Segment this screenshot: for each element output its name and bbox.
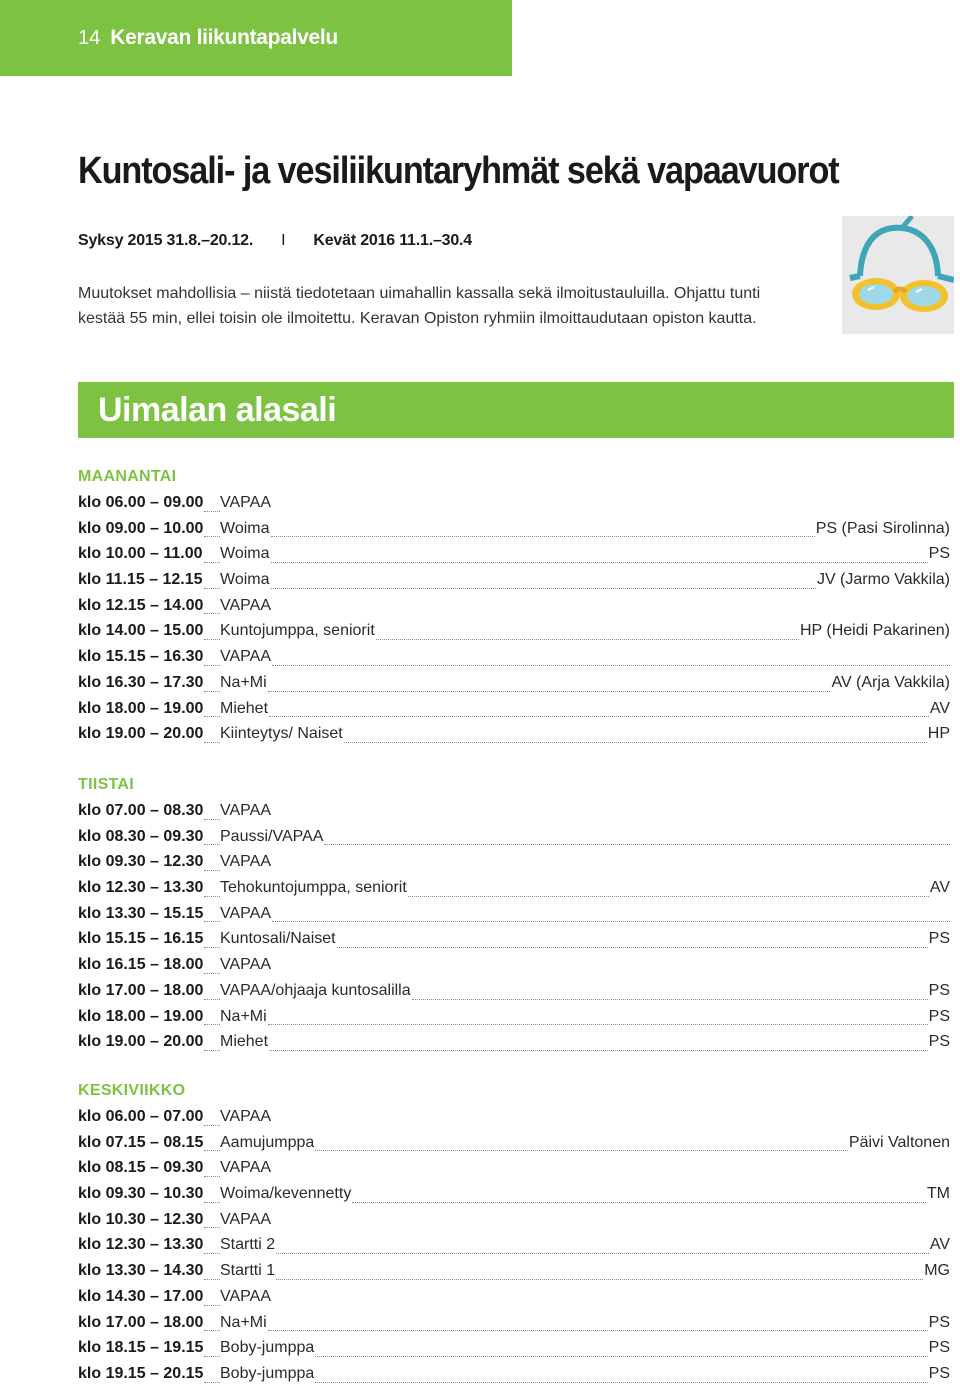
activity: VAPAA (220, 904, 271, 922)
activity: VAPAA (220, 956, 271, 974)
activity: VAPAA (220, 1210, 271, 1228)
schedule-row (78, 1258, 950, 1284)
schedule-row (78, 1130, 950, 1156)
time-slot: klo 19.15 – 20.15 (78, 1364, 204, 1382)
instructor: JV (Jarmo Vakkila) (816, 571, 950, 589)
section-title: Uimalan alasali (98, 390, 337, 429)
schedule-row (78, 875, 950, 901)
page-number: 14 (78, 26, 101, 49)
schedule-row (78, 567, 950, 593)
time-slot: klo 09.30 – 10.30 (78, 1185, 204, 1203)
time-slot: klo 09.30 – 12.30 (78, 853, 204, 871)
time-slot: klo 12.30 – 13.30 (78, 1236, 204, 1254)
time-slot: klo 18.00 – 19.00 (78, 699, 204, 717)
section-heading-bar (78, 382, 954, 438)
instructor: PS (928, 1313, 950, 1331)
time-slot: klo 06.00 – 09.00 (78, 494, 204, 511)
activity: Startti 2 (220, 1236, 276, 1254)
schedule-row (78, 516, 950, 542)
time-slot: klo 12.30 – 13.30 (78, 879, 204, 897)
page-title: Kuntosali- ja vesiliikuntaryhmät sekä vapaavuorot (78, 150, 839, 192)
publication-name: Keravan liikuntapalvelu (110, 26, 338, 49)
schedule-row (78, 1232, 950, 1258)
day-title: TIISTAI (78, 776, 135, 793)
time-slot: klo 16.15 – 18.00 (78, 956, 204, 974)
time-slot: klo 10.30 – 12.30 (78, 1210, 204, 1228)
instructor: AV (929, 699, 950, 717)
instructor: PS (928, 930, 950, 948)
season-separator: I (281, 232, 286, 249)
schedule-row (78, 1181, 950, 1207)
day-tuesday (78, 772, 950, 1055)
schedule-row (78, 1104, 950, 1130)
activity: Woima (220, 545, 270, 563)
activity: VAPAA (220, 1287, 271, 1305)
activity: VAPAA (220, 596, 271, 614)
schedule-row (78, 926, 950, 952)
schedule-row (78, 1155, 950, 1181)
schedule-row (78, 1310, 950, 1336)
header-bar (0, 0, 512, 76)
schedule-row (78, 644, 950, 670)
activity: VAPAA (220, 648, 271, 666)
season-dates (78, 232, 472, 250)
time-slot: klo 09.00 – 10.00 (78, 519, 204, 537)
time-slot: klo 17.00 – 18.00 (78, 981, 204, 999)
intro-line: Muutokset mahdollisia – niistä tiedotetaan uimahallin kassalla sekä ilmoitustauluilla. Ohjattu tunti (78, 285, 761, 302)
instructor: TM (926, 1185, 950, 1203)
activity: Kuntojumppa, seniorit (220, 622, 375, 640)
time-slot: klo 13.30 – 15.15 (78, 904, 204, 922)
instructor: AV (929, 1236, 950, 1254)
instructor: PS (928, 981, 950, 999)
time-slot: klo 07.00 – 08.30 (78, 802, 204, 819)
schedule-row (78, 490, 950, 516)
activity: Na+Mi (220, 673, 267, 691)
instructor: PS (928, 545, 950, 563)
schedule-row (78, 1004, 950, 1030)
time-slot: klo 10.00 – 11.00 (78, 545, 203, 563)
time-slot: klo 15.15 – 16.30 (78, 648, 204, 666)
instructor: PS (928, 1007, 950, 1025)
instructor: PS (Pasi Sirolinna) (815, 519, 950, 537)
day-monday (78, 464, 950, 747)
time-slot: klo 06.00 – 07.00 (78, 1108, 204, 1125)
activity: Woima (220, 571, 270, 589)
schedule-row (78, 849, 950, 875)
schedule-row (78, 593, 950, 619)
spring-season: Kevät 2016 11.1.–30.4 (313, 232, 472, 249)
time-slot: klo 11.15 – 12.15 (78, 571, 203, 589)
schedule-row (78, 798, 950, 824)
time-slot: klo 16.30 – 17.30 (78, 673, 204, 691)
instructor: MG (924, 1262, 950, 1280)
schedule-row (78, 1335, 950, 1361)
schedule-row (78, 824, 950, 850)
activity: Tehokuntojumppa, seniorit (220, 879, 407, 897)
instructor: AV (Arja Vakkila) (831, 673, 950, 691)
schedule-row (78, 696, 950, 722)
time-slot: klo 15.15 – 16.15 (78, 930, 204, 948)
schedule-row (78, 1207, 950, 1233)
schedule-row (78, 721, 950, 747)
swimming-goggles-icon (842, 216, 954, 334)
activity: VAPAA/ohjaaja kuntosalilla (220, 981, 411, 999)
activity: Na+Mi (220, 1313, 267, 1331)
time-slot: klo 13.30 – 14.30 (78, 1262, 204, 1280)
time-slot: klo 07.15 – 08.15 (78, 1133, 204, 1151)
schedule-row (78, 1284, 950, 1310)
time-slot: klo 14.30 – 17.00 (78, 1287, 204, 1305)
time-slot: klo 18.00 – 19.00 (78, 1007, 204, 1025)
time-slot: klo 19.00 – 20.00 (78, 1033, 204, 1051)
time-slot: klo 08.30 – 09.30 (78, 827, 204, 845)
activity: Woima/kevennetty (220, 1185, 352, 1203)
schedule-row (78, 1029, 950, 1055)
time-slot: klo 08.15 – 09.30 (78, 1159, 204, 1177)
activity: Na+Mi (220, 1007, 267, 1025)
instructor: PS (928, 1364, 950, 1382)
activity: Kiinteytys/ Naiset (220, 725, 343, 743)
instructor: PS (928, 1033, 950, 1051)
intro-text (78, 281, 838, 331)
autumn-season: Syksy 2015 31.8.–20.12. (78, 232, 254, 249)
instructor: PS (928, 1339, 950, 1357)
activity: Kuntosali/Naiset (220, 930, 336, 948)
activity: Woima (220, 519, 270, 537)
activity: Startti 1 (220, 1262, 276, 1280)
activity: Boby-jumppa (220, 1339, 315, 1357)
activity: Miehet (220, 1033, 269, 1051)
intro-line: kestää 55 min, ellei toisin ole ilmoitettu. Keravan Opiston ryhmiin ilmoittaudutaan opiston kautta. (78, 310, 757, 327)
activity: Aamujumppa (220, 1133, 315, 1151)
time-slot: klo 19.00 – 20.00 (78, 725, 204, 743)
activity: Paussi/VAPAA (220, 827, 324, 845)
schedule-row (78, 618, 950, 644)
activity: Miehet (220, 699, 269, 717)
instructor: HP (927, 725, 950, 743)
activity: VAPAA (220, 1159, 271, 1177)
schedule-row (78, 952, 950, 978)
schedule-row (78, 901, 950, 927)
schedule-row (78, 670, 950, 696)
time-slot: klo 17.00 – 18.00 (78, 1313, 204, 1331)
schedule-row (78, 1361, 950, 1387)
activity: Boby-jumppa (220, 1364, 315, 1382)
day-title: KESKIVIIKKO (78, 1082, 186, 1099)
day-wednesday (78, 1078, 950, 1387)
activity: VAPAA (220, 802, 271, 819)
activity: VAPAA (220, 1108, 271, 1125)
schedule-row (78, 541, 950, 567)
day-title: MAANANTAI (78, 468, 177, 485)
time-slot: klo 12.15 – 14.00 (78, 596, 204, 614)
activity: VAPAA (220, 853, 271, 871)
time-slot: klo 18.15 – 19.15 (78, 1339, 204, 1357)
schedule-row (78, 978, 950, 1004)
time-slot: klo 14.00 – 15.00 (78, 622, 204, 640)
instructor: HP (Heidi Pakarinen) (800, 622, 950, 640)
instructor: Päivi Valtonen (848, 1133, 950, 1151)
activity: VAPAA (220, 494, 271, 511)
instructor: AV (929, 879, 950, 897)
